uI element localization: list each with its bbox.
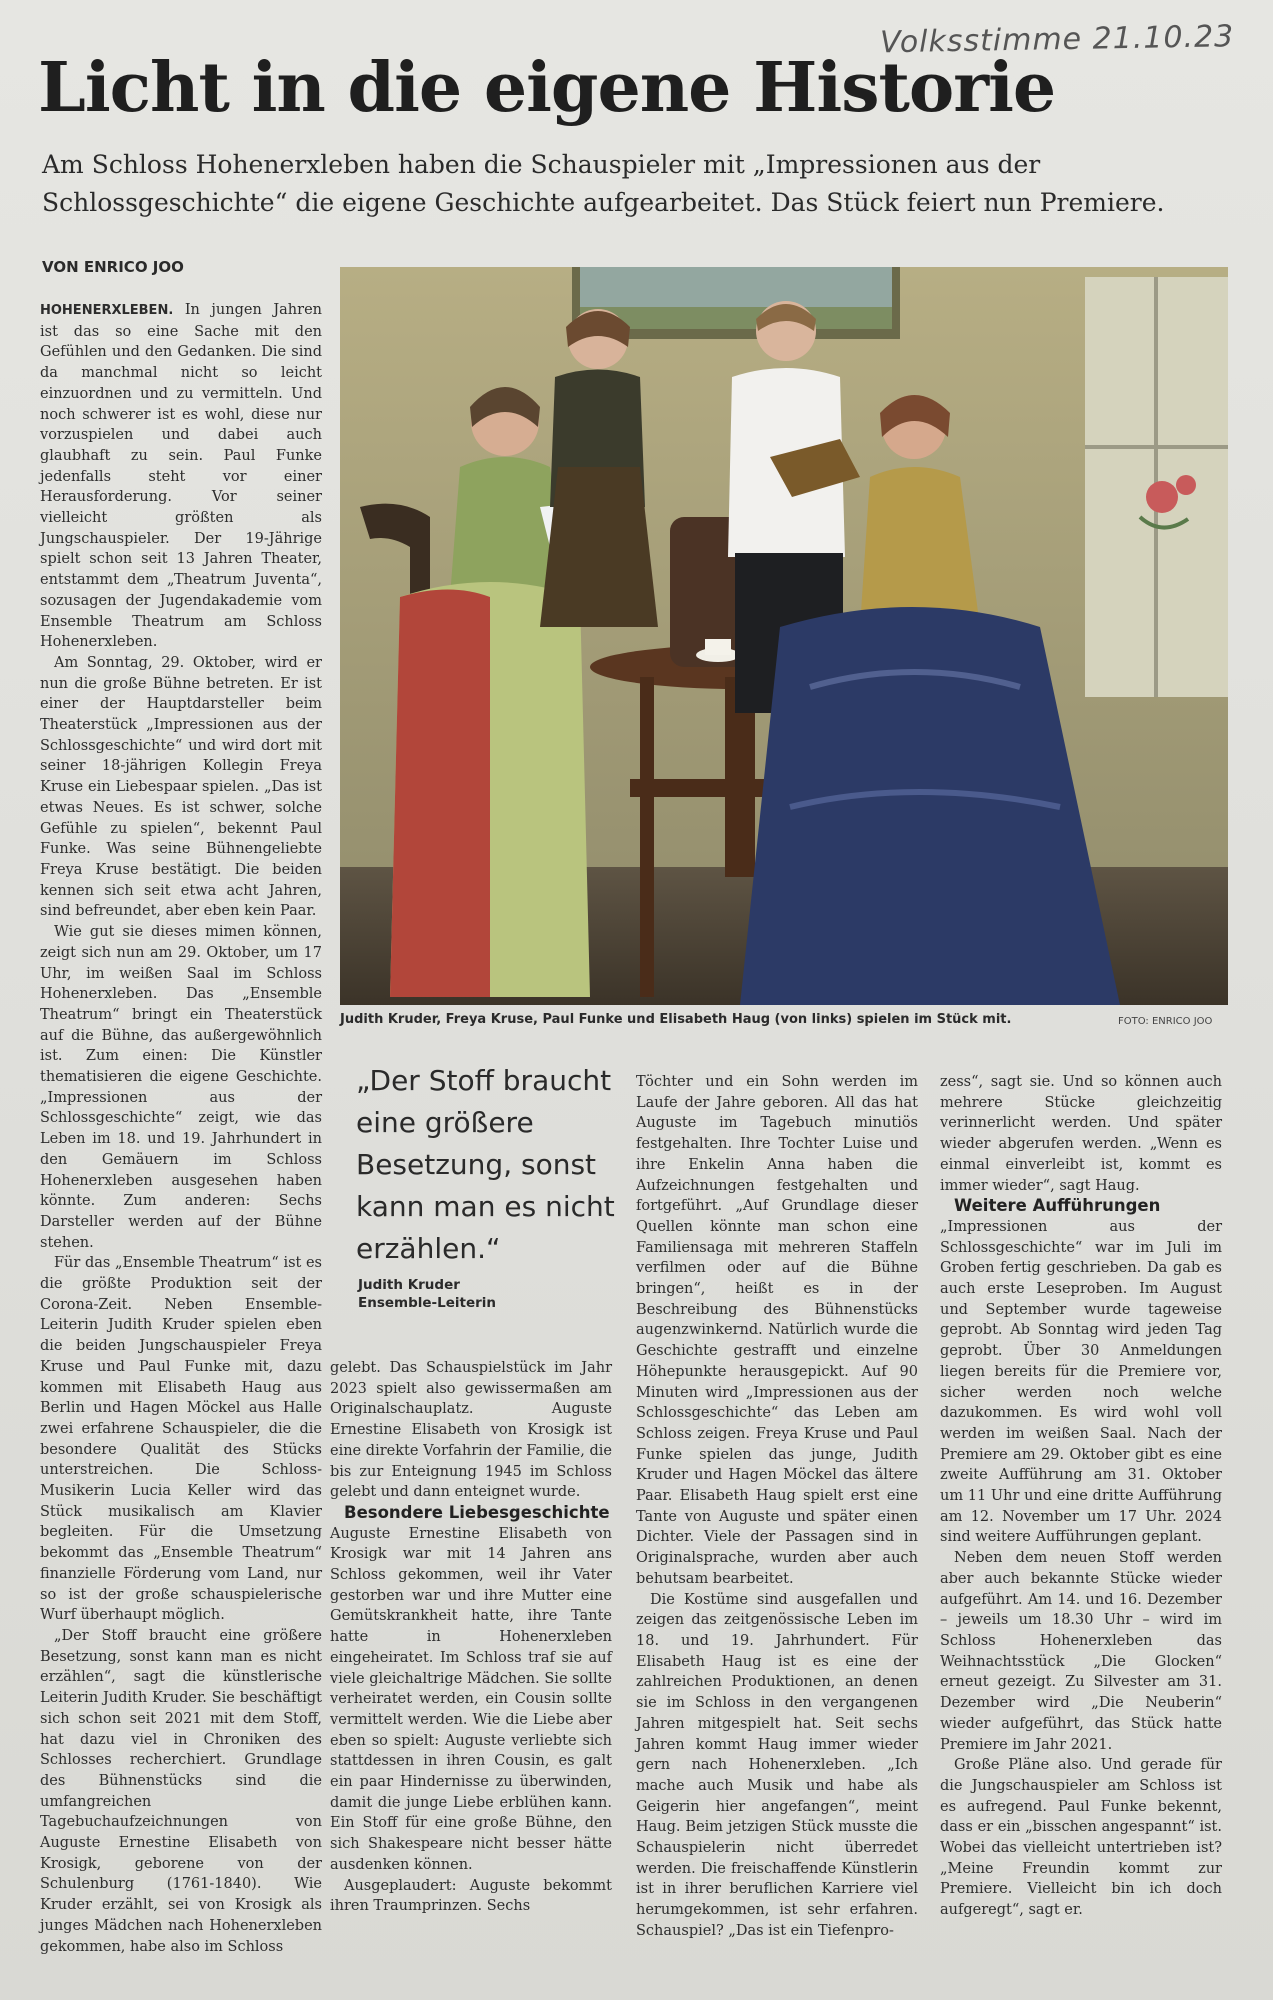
article-photo — [340, 267, 1228, 1005]
paragraph: Große Pläne also. Und gerade für die Jungschauspieler am Schloss ist es aufregend. Paul Funke bekennt, dass er ein „bisschen angespannt“ ist. Wobei das vielleicht untertrieben ist? „Meine Freundin kommt zur Premiere. Vielleicht bin ich doch aufgeregt“, sagt er. — [940, 1757, 1222, 1919]
paragraph — [40, 300, 322, 653]
paragraph: „Der Stoff braucht eine größere Besetzung, sonst kann man es nicht erzählen“, sagt die künstlerische Leiterin Judith Kruder. Sie beschäftigt sich schon seit 2021 mit dem Stoff, hat dazu viel in Chroniken des Schlosses recherchiert. Grundlage des Bühnenstücks sind die umfangreichen Tagebuchaufzeichnungen von Auguste Ernestine Elisabeth von Krosigk, geborene von der Schulenburg (1761-1840). Wie Kruder erzählt, sei von Krosigk als junges Mädchen nach Hohenerxleben gekommen, habe also im Schloss — [40, 1628, 322, 1955]
pull-quote: „Der Stoff braucht eine größere Besetzung, sonst kann man es nicht erzählen.“ — [356, 1064, 615, 1265]
paragraph: Töchter und ein Sohn werden im Laufe der Jahre geboren. All das hat Auguste im Tagebuch minutiös festgehalten. Ihre Tochter Luise und ihre Enkelin Anna haben die Aufzeichnungen festgehalten und fortgeführt. „Auf Grundlage dieser Quellen könnte man schon eine Familiensaga mit mehreren Staffeln verfilmen oder auf die Bühne bringen“, heißt es in der Beschreibung des Bühnenstücks augenzwinkernd. Natürlich wurde die Geschichte gestrafft und einzelne Höhepunkte herausgepickt. Auf 90 Minuten wird „Impressionen aus der Schlossgeschichte“ das Leben am Schloss zeigen. Freya Kruse und Paul Funke spielen das junge, Judith Kruder und Hagen Möckel das ältere Paar. Elisabeth Haug spielt erst eine Tante von Auguste und später einen Dichter. Viele der Passagen sind in Originalsprache, wurden aber auch behutsam bearbeitet. — [636, 1074, 918, 1587]
paragraph: Die Kostüme sind ausgefallen und zeigen das zeitgenössische Leben im 18. und 19. Jahrhundert. Für Elisabeth Haug ist es eine der zahlreichen Produktionen, an denen sie im Schloss in den vergangenen Jahren mitgespielt hat. Seit sechs Jahren kommt Haug immer wieder gern nach Hohenerxleben. „Ich mache auch Musik und habe als Geigerin hier angefangen“, meint Haug. Beim jetzigen Stück musste die Schauspielerin nicht überredet werden. Die freischaffende Künstlerin ist in ihrer beruflichen Karriere viel herumgekommen, ist sehr erfahren. Schauspiel? „Das ist ein Tiefenpro- — [636, 1591, 918, 1939]
article-column-3 — [636, 1072, 918, 1942]
photo-credit: FOTO: ENRICO JOO — [1118, 1016, 1213, 1027]
pull-quote-role: Ensemble-Leiterin — [358, 1295, 497, 1311]
photo-caption: Judith Kruder, Freya Kruse, Paul Funke und Elisabeth Haug (von links) spielen im Stück mit. — [340, 1012, 1012, 1027]
paragraph: Neben dem neuen Stoff werden aber auch bekannte Stücke wieder aufgeführt. Am 14. und 16. Dezember – jeweils um 18.30 Uhr – wird im Schloss Hohenerxleben das Weihnachtsstück „Die Glocken“ erneut gezeigt. Zu Silvester am 31. Dezember wird „Die Neuberin“ wieder aufgeführt, das Stück hatte Premiere im Jahr 2021. — [940, 1550, 1222, 1753]
pull-quote-author: Judith Kruder — [358, 1277, 460, 1293]
section-heading: Weitere Aufführungen — [954, 1196, 1161, 1216]
paragraph-text: In jungen Jahren ist das so eine Sache mit den Gefühlen und den Gedanken. Die sind da manchmal nicht so leicht einzuordnen und zu vermitteln. Und noch schwerer ist es wohl, diese nur vorzuspielen und dabei auch glaubhaft zu sein. Paul Funke jedenfalls steht vor einer Herausforderung. Vor seiner vielleicht größten als Jungschauspieler. Der 19-Jährige spielt schon seit 13 Jahren Theater, entstammt dem „Theatrum Juventa“, sozusagen der Jugendakademie vom Ensemble Theatrum am Schloss Hohenerxleben. — [40, 302, 322, 651]
article-column-1 — [40, 300, 322, 1957]
headline: Licht in die eigene Historie — [38, 48, 1056, 128]
subheadline: Am Schloss Hohenerxleben haben die Schauspieler mit „Impressionen aus der Schlossgeschichte“ die eigene Geschichte aufgearbeitet. Das Stück feiert nun Premiere. — [42, 150, 1165, 217]
paragraph: Am Sonntag, 29. Oktober, wird er nun die große Bühne betreten. Er ist einer der Hauptdarsteller beim Theaterstück „Impressionen aus der Schlossgeschichte“ und wird dort mit seiner 18-jährigen Kollegin Freya Kruse ein Liebespaar spielen. „Das ist etwas Neues. Es ist schwer, solche Gefühle zu spielen“, bekennt Paul Funke. Was seine Bühnengeliebte Freya Kruse bestätigt. Die beiden kennen sich seit etwa acht Jahren, sind befreundet, aber eben kein Paar. — [40, 654, 322, 920]
article-column-2 — [330, 1358, 612, 1917]
paragraph: gelebt. Das Schauspielstück im Jahr 2023 spielt also gewissermaßen am Originalschauplatz. Auguste Ernestine Elisabeth von Krosigk ist eine direkte Vorfahrin der Familie, die bis zur Enteignung 1945 im Schloss gelebt und dann enteignet wurde. — [330, 1360, 612, 1501]
paragraph: Ausgeplaudert: Auguste bekommt ihren Traumprinzen. Sechs — [330, 1877, 612, 1915]
paragraph: Auguste Ernestine Elisabeth von Krosigk war mit 14 Jahren ans Schloss gekommen, weil ihr Vater gestorben war und ihre Mutter eine Gemütskrankheit hatte, ihre Tante hatte in Hohenerxleben eingeheiratet. Im Schloss traf sie auf viele gleichaltrige Mädchen. Sie sollte verheiratet werden, ein Cousin sollte vermittelt werden. Wie die Liebe aber eben so spielt: Auguste verliebte sich stattdessen in ihren Cousin, es galt ein paar Hindernisse zu überwinden, damit die junge Liebe erblühen kann. Ein Stoff für eine große Bühne, den sich Shakespeare nicht besser hätte ausdenken können. — [330, 1525, 612, 1873]
paragraph: Wie gut sie dieses mimen können, zeigt sich nun am 29. Oktober, um 17 Uhr, im weißen Saal im Schloss Hohenerxleben. Das „Ensemble Theatrum“ bringt ein Theaterstück auf die Bühne, das außergewöhnlich ist. Zum einen: Die Künstler thematisieren die eigene Geschichte. „Impressionen aus der Schlossgeschichte“ zeigt, wie das Leben im 18. und 19. Jahrhundert in den Gemäuern im Schloss Hohenerxleben ausgesehen haben könnte. Zum anderen: Sechs Darsteller werden auf der Bühne stehen. — [40, 924, 322, 1251]
section-heading: Besondere Liebesgeschichte — [344, 1502, 610, 1522]
pull-quote-attribution — [358, 1276, 496, 1312]
handwritten-note: Volksstimme 21.10.23 — [879, 19, 1235, 61]
paragraph: „Impressionen aus der Schlossgeschichte“ war im Juli im Groben fertig geschrieben. Da gab es auch erste Leseproben. Im August und September wurde tageweise geprobt. Ab Sonntag wird jeden Tag geprobt. Über 30 Anmeldungen liegen bereits für die Premiere vor, sicher werden noch welche dazukommen. Es wird wohl voll werden im weißen Saal. Nach der Premiere am 29. Oktober gibt es eine zweite Aufführung am 31. Oktober um 11 Uhr und eine dritte Aufführung am 12. November um 17 Uhr. 2024 sind weitere Aufführungen geplant. — [940, 1218, 1222, 1546]
paragraph: Für das „Ensemble Theatrum“ ist es die größte Produktion seit der Corona-Zeit. Neben Ensemble-Leiterin Judith Kruder spielen eben die beiden Jungschauspieler Freya Kruse und Paul Funke mit, dazu kommen mit Elisabeth Haug aus Berlin und Hagen Möckel aus Halle zwei erfahrene Schauspieler, die die besondere Qualität des Stücks unterstreichen. Die Schloss-Musikerin Lucia Keller wird das Stück musikalisch am Klavier begleiten. Für die Umsetzung bekommt das „Ensemble Theatrum“ finanzielle Förderung vom Land, nur so ist der große schauspielerische Wurf überhaupt möglich. — [40, 1255, 322, 1624]
article-column-4 — [940, 1072, 1222, 1921]
dateline: HOHENERXLEBEN. — [40, 303, 174, 318]
byline: VON ENRICO JOO — [42, 258, 184, 276]
paragraph: zess“, sagt sie. Und so können auch mehrere Stücke gleichzeitig verinnerlicht werden. Und später wieder abgerufen werden. „Wenn es einmal einverleibt ist, kommt es immer wieder“, sagt Haug. — [940, 1074, 1222, 1194]
